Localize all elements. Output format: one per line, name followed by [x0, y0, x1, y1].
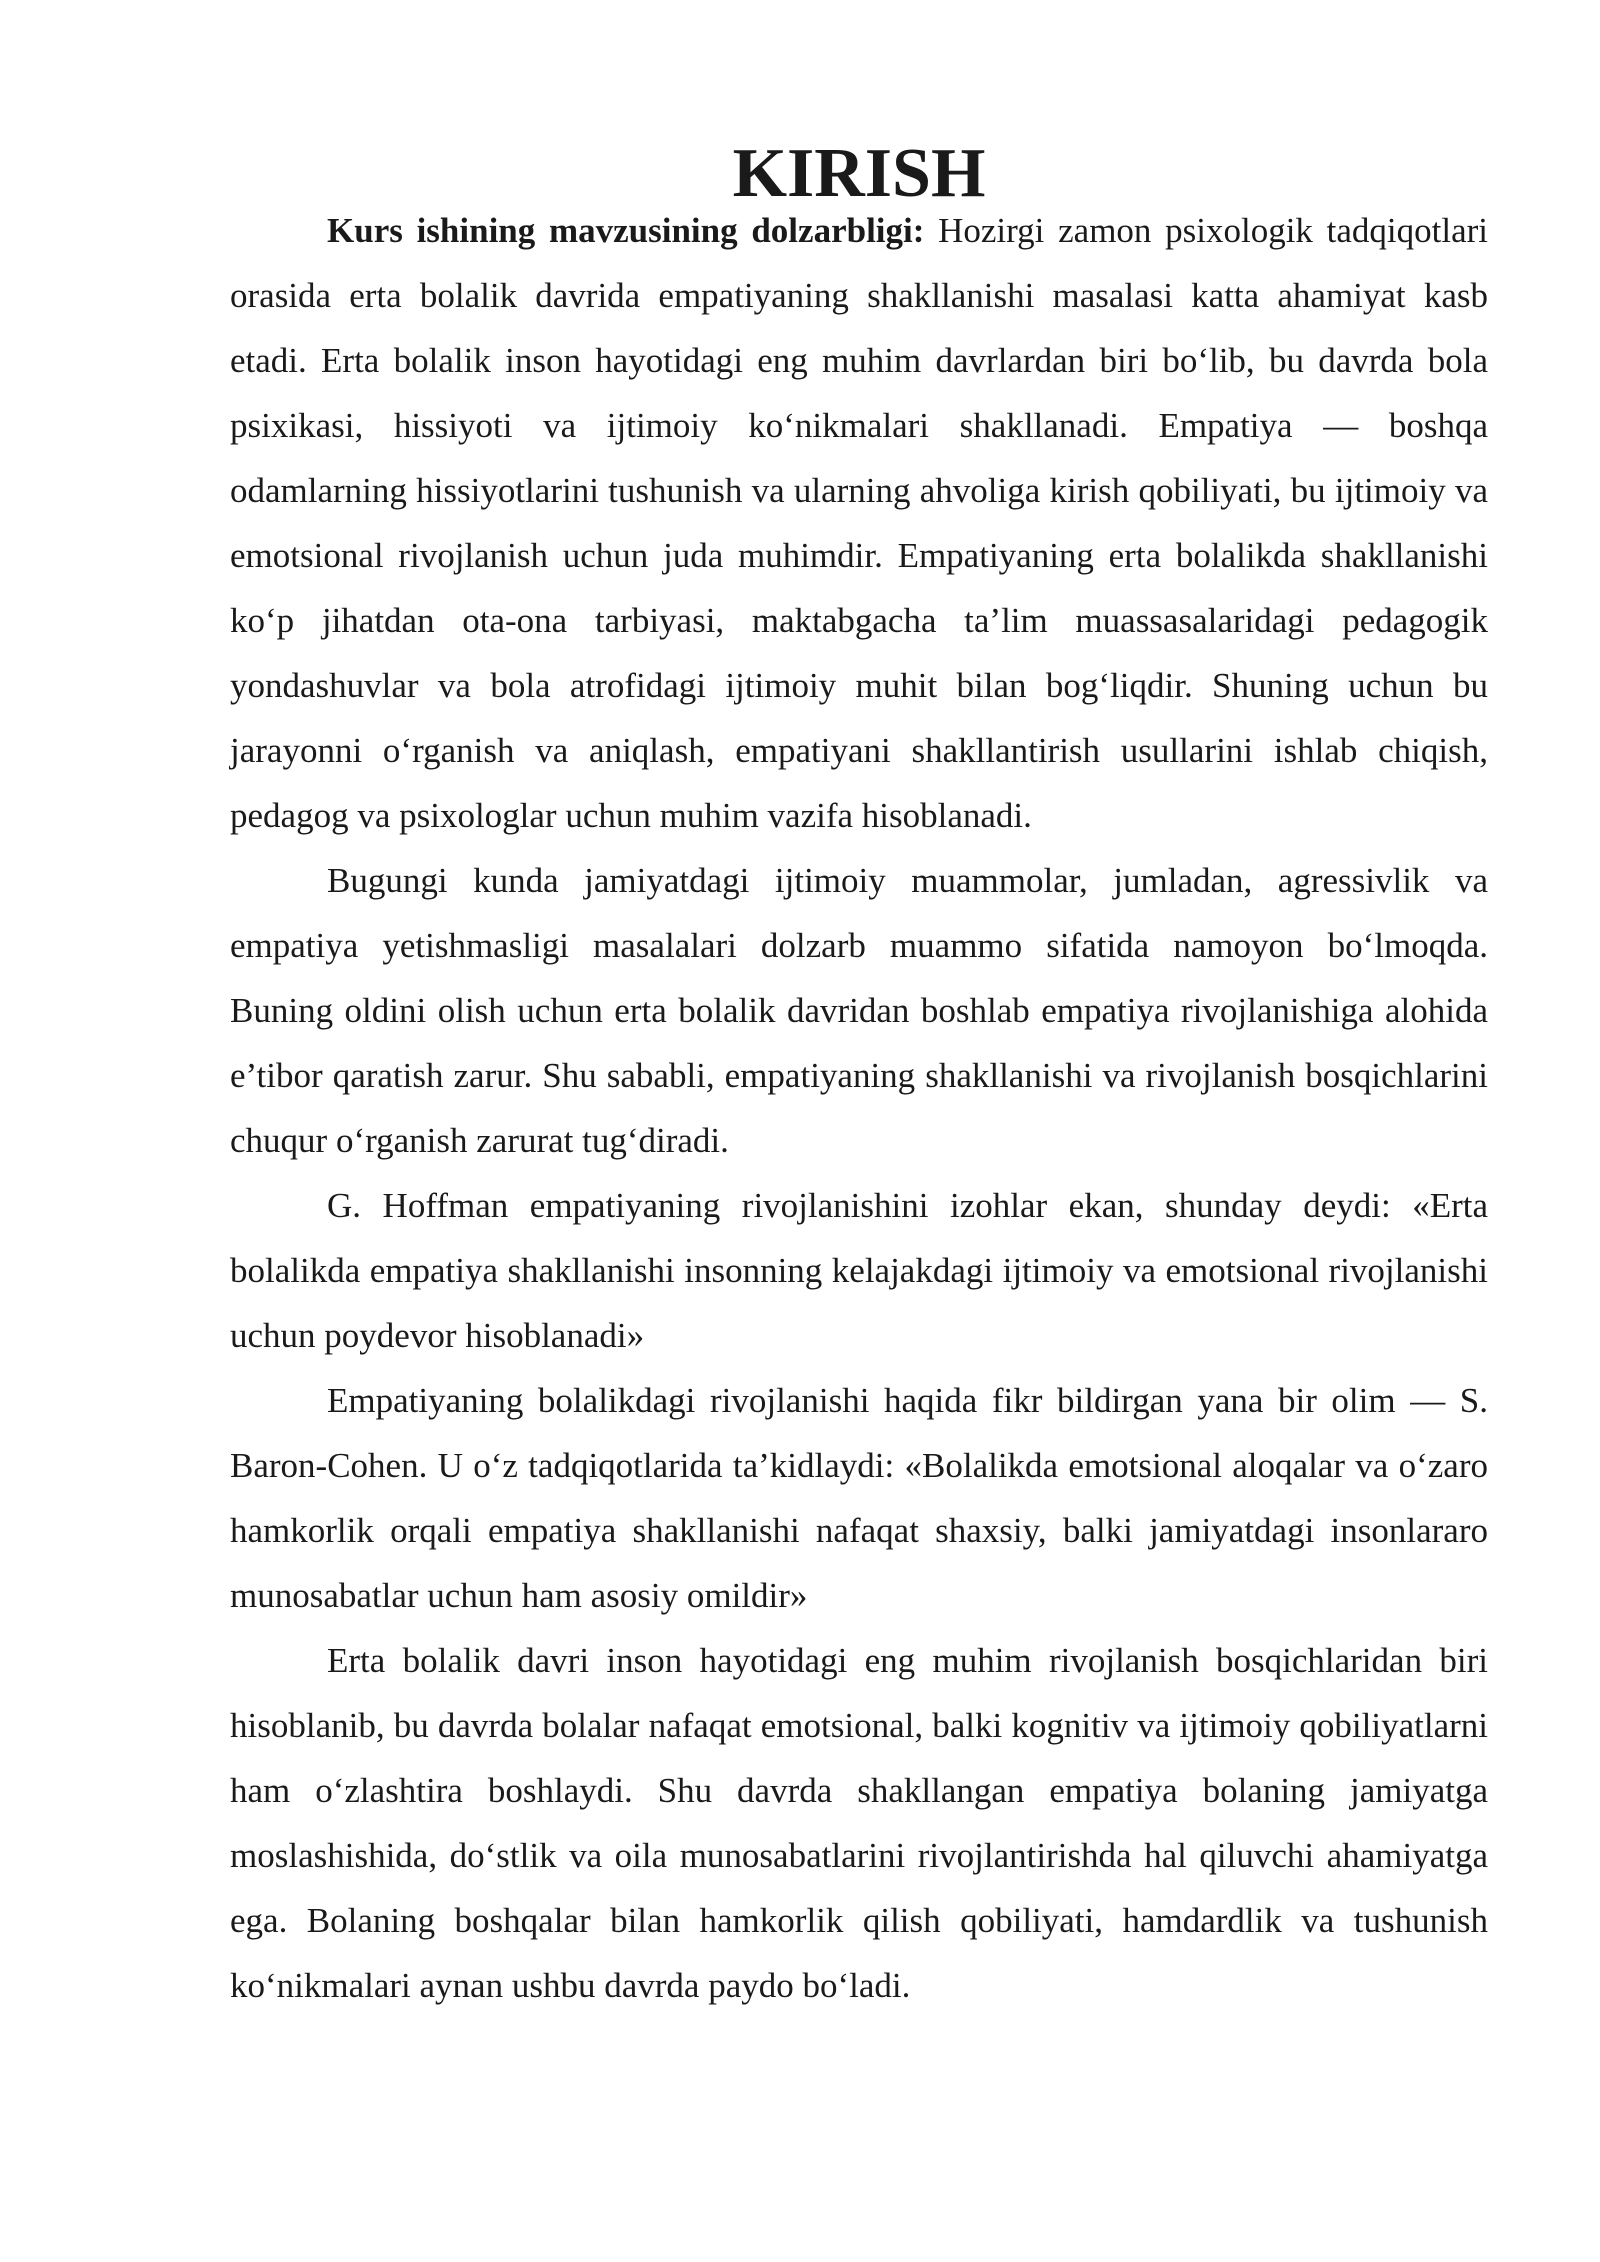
paragraph-intro	[230, 198, 1488, 848]
intro-lead: Kurs ishining mavzusining dolzarbligi:	[327, 211, 925, 250]
paragraph-3: G. Hoffman empatiyaning rivojlanishini izohlar ekan, shunday deydi: «Erta bolalikda empatiya shakllanishi insonning kelajakdagi ijtimoiy va emotsional rivojlanishi uchun poydevor hisoblanadi»	[230, 1186, 1488, 1355]
intro-text: Hozirgi zamon psixologik tadqiqotlari orasida erta bolalik davrida empatiyaning shakllanishi masalasi katta ahamiyat kasb etadi. Erta bolalik inson hayotidagi eng muhim davrlardan biri bo‘lib, bu davrda bola psixikasi, hissiyoti va ijtimoiy ko‘nikmalari shakllanadi. Empatiya — boshqa odamlarning hissiyotlarini tushunish va ularning ahvoliga kirish qobiliyati, bu ijtimoiy va emotsional rivojlanish uchun juda muhimdir. Empatiyaning erta bolalikda shakllanishi ko‘p jihatdan ota-ona tarbiyasi, maktabgacha ta’lim muassasalaridagi pedagogik yondashuvlar va bola atrofidagi ijtimoiy muhit bilan bog‘liqdir. Shuning uchun bu jarayonni o‘rganish va aniqlash, empatiyani shakllantirish usullarini ishlab chiqish, pedagog va psixologlar uchun muhim vazifa hisoblanadi.	[230, 211, 1488, 835]
document-page	[230, 135, 1488, 2018]
paragraph-2: Bugungi kunda jamiyatdagi ijtimoiy muammolar, jumladan, agressivlik va empatiya yetishmasligi masalalari dolzarb muammo sifatida namoyon bo‘lmoqda. Buning oldini olish uchun erta bolalik davridan boshlab empatiya rivojlanishiga alohida e’tibor qaratish zarur. Shu sababli, empatiyaning shakllanishi va rivojlanish bosqichlarini chuqur o‘rganish zarurat tug‘diradi.	[230, 861, 1488, 1160]
section-title: KIRISH	[732, 135, 986, 212]
paragraph-5: Erta bolalik davri inson hayotidagi eng muhim rivojlanish bosqichlaridan biri hisoblanib, bu davrda bolalar nafaqat emotsional, balki kognitiv va ijtimoiy qobiliyatlarni ham o‘zlashtira boshlaydi. Shu davrda shakllangan empatiya bolaning jamiyatga moslashishida, do‘stlik va oila munosabatlarini rivojlantirishda hal qiluvchi ahamiyatga ega. Bolaning boshqalar bilan hamkorlik qilish qobiliyati, hamdardlik va tushunish ko‘nikmalari aynan ushbu davrda paydo bo‘ladi.	[230, 1641, 1488, 2005]
paragraph-4: Empatiyaning bolalikdagi rivojlanishi haqida fikr bildirgan yana bir olim — S. Baron-Cohen. U o‘z tadqiqotlarida ta’kidlaydi: «Bolalikda emotsional aloqalar va o‘zaro hamkorlik orqali empatiya shakllanishi nafaqat shaxsiy, balki jamiyatdagi insonlararo munosabatlar uchun ham asosiy omildir»	[230, 1381, 1488, 1615]
